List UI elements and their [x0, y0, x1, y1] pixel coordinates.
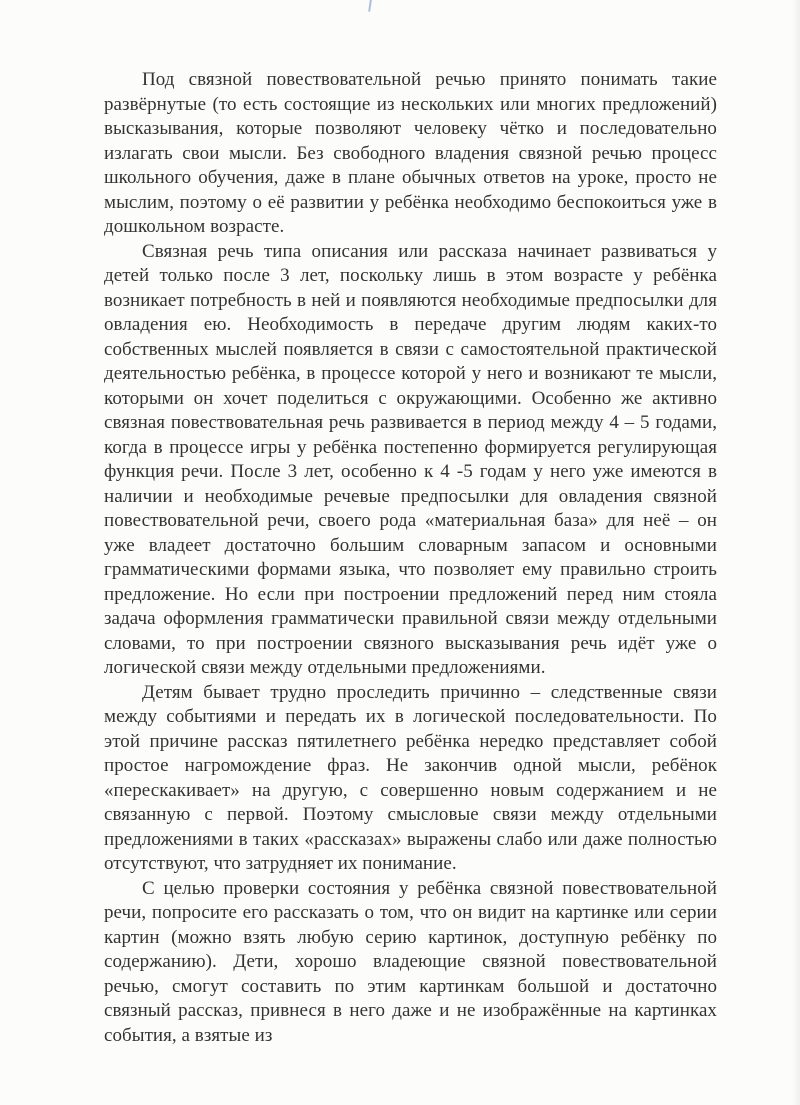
paragraph-4: С целью проверки состояния у ребёнка связной повествовательной речи, попросите его рассказать о том, что он видит на картинке или серии картин (можно взять любую серию картинок, доступную ребёнку по содержанию). Дети, хорошо владеющие связной повествовательной речью, смогут составить по этим картинкам большой и достаточно связный рассказ, привнеся в него даже и не изображённые на картинках события, а взятые из — [104, 877, 717, 1046]
paragraph-3: Детям бывает трудно проследить причинно – следственные связи между событиями и передать их в логической последовательности. По этой причине рассказ пятилетнего ребёнка нередко представляет собой простое нагромождение фраз. Не закончив одной мысли, ребёнок «перескакивает» на другую, с совершенно новым содержанием и не связанную с первой. Поэтому смысловые связи между отдельными предложениями в таких «рассказах» выражены слабо или даже полностью отсутствуют, что затрудняет их понимание. — [104, 681, 717, 874]
paragraph-2: Связная речь типа описания или рассказа начинает развиваться у детей только после 3 лет, поскольку лишь в этом возрасте у ребёнка возникает потребность в ней и появляются необходимые предпосылки для овладения ею. Необходимость в передаче другим людям каких-то собственных мыслей появляется в связи с самостоятельной практической деятельностью ребёнка, в процессе которой у него и возникают те мысли, которыми он хочет поделиться с окружающими. Особенно же активно связная повествовательная речь развивается в период между 4 – 5 годами, когда в процессе игры у ребёнка постепенно формируется регулирующая функция речи. После 3 лет, особенно к 4 -5 годам у него уже имеются в наличии и необходимые речевые предпосылки для овладения связной повествовательной речи, своего рода «материальная база» для неё – он уже владеет достаточно большим словарным запасом и основными грамматическими формами языка, что позволяет ему правильно строить предложение. Но если при построении предложений перед ним стояла задача оформления грамматически правильной связи между отдельными словами, то при построении связного высказывания речь идёт уже о логической связи между отдельными предложениями. — [104, 240, 717, 678]
scan-edge — [792, 0, 800, 1105]
ink-mark — [368, 0, 376, 12]
paragraph-1: Под связной повествовательной речью принято понимать такие развёрнутые (то есть состоящие из нескольких или многих предложений) высказывания, которые позволяют человеку чётко и последовательно излагать свои мысли. Без свободного владения связной речью процесс школьного обучения, даже в плане обычных ответов на уроке, просто не мыслим, поэтому о её развитии у ребёнка необходимо беспокоиться уже в дошкольном возрасте. — [104, 69, 717, 237]
